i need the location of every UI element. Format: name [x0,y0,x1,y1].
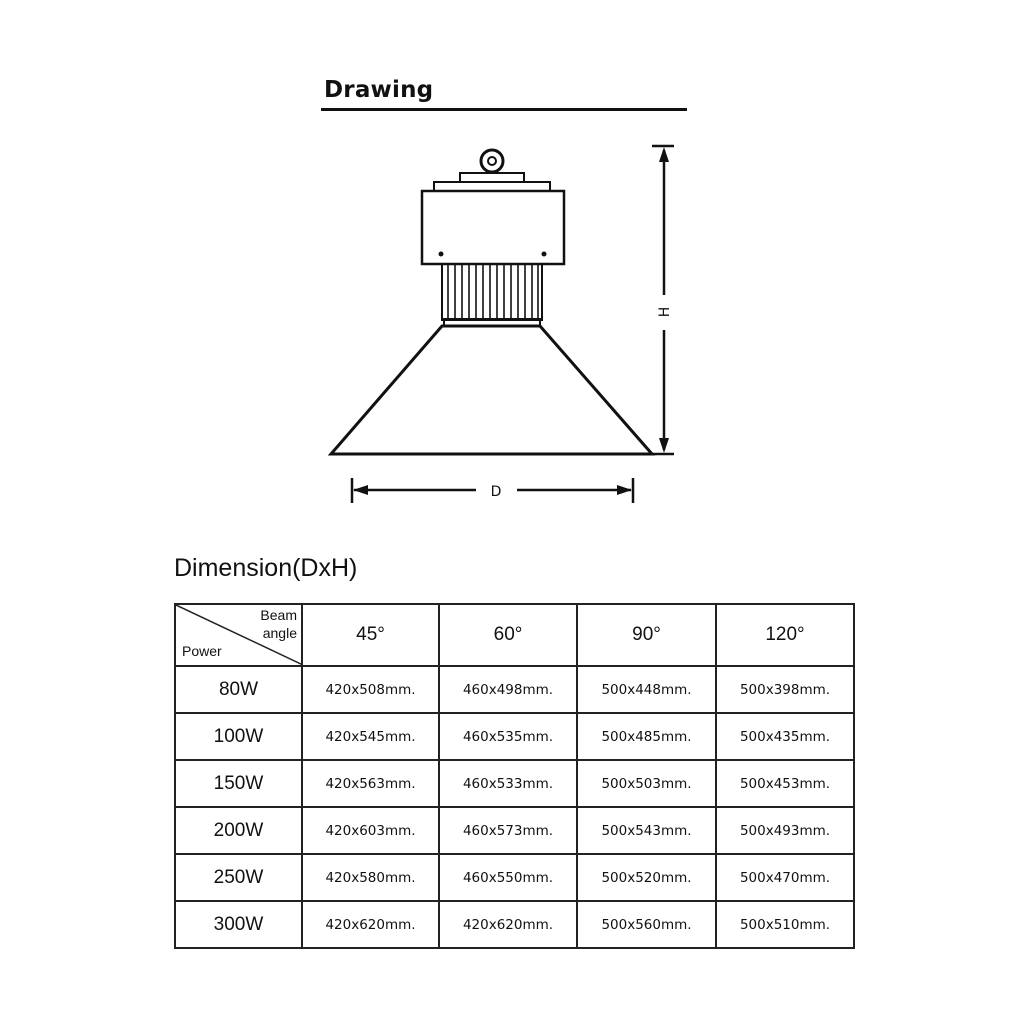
dimension-cell: 500x448mm. [577,666,716,713]
dimension-cell: 500x453mm. [716,760,854,807]
dimension-cell: 460x535mm. [439,713,577,760]
width-label: D [490,484,502,500]
column-header: 90° [577,604,716,666]
dimension-cell: 500x503mm. [577,760,716,807]
dimension-cell: 500x398mm. [716,666,854,713]
dimension-cell: 500x520mm. [577,854,716,901]
dimension-table [174,603,855,949]
dimension-cell: 420x620mm. [302,901,439,948]
power-cell: 200W [175,807,302,854]
dimension-cell: 500x510mm. [716,901,854,948]
table-row [175,901,854,948]
dimension-cell: 460x498mm. [439,666,577,713]
dimension-cell: 500x493mm. [716,807,854,854]
power-cell: 100W [175,713,302,760]
height-label: H [657,306,673,318]
dimension-cell: 500x560mm. [577,901,716,948]
drawing-title: Drawing [324,77,434,103]
dimension-title: Dimension(DxH) [174,554,358,582]
dimension-cell: 420x545mm. [302,713,439,760]
height-dimension [652,146,674,454]
dimension-cell: 420x563mm. [302,760,439,807]
column-header: 60° [439,604,577,666]
heat-sink-fins [448,265,538,319]
table-row [175,854,854,901]
table-row [175,807,854,854]
power-cell: 250W [175,854,302,901]
table-row [175,713,854,760]
table-row [175,760,854,807]
power-cell: 150W [175,760,302,807]
table-row [175,666,854,713]
power-label: Power [182,643,222,659]
dimension-cell: 460x573mm. [439,807,577,854]
dimension-cell: 460x550mm. [439,854,577,901]
dimension-cell: 420x508mm. [302,666,439,713]
power-cell: 80W [175,666,302,713]
dimension-cell: 460x533mm. [439,760,577,807]
dimension-cell: 420x603mm. [302,807,439,854]
high-bay-lamp-icon [331,150,652,454]
header-row [175,604,854,666]
dimension-cell: 500x543mm. [577,807,716,854]
power-cell: 300W [175,901,302,948]
dimension-cell: 500x435mm. [716,713,854,760]
dimension-cell: 500x485mm. [577,713,716,760]
angle-label: angle [262,625,297,641]
column-header: 120° [716,604,854,666]
corner-header-cell [175,604,302,666]
beam-label: Beam [260,607,297,623]
column-header: 45° [302,604,439,666]
dimension-cell: 420x620mm. [439,901,577,948]
dimension-cell: 420x580mm. [302,854,439,901]
dimension-cell: 500x470mm. [716,854,854,901]
